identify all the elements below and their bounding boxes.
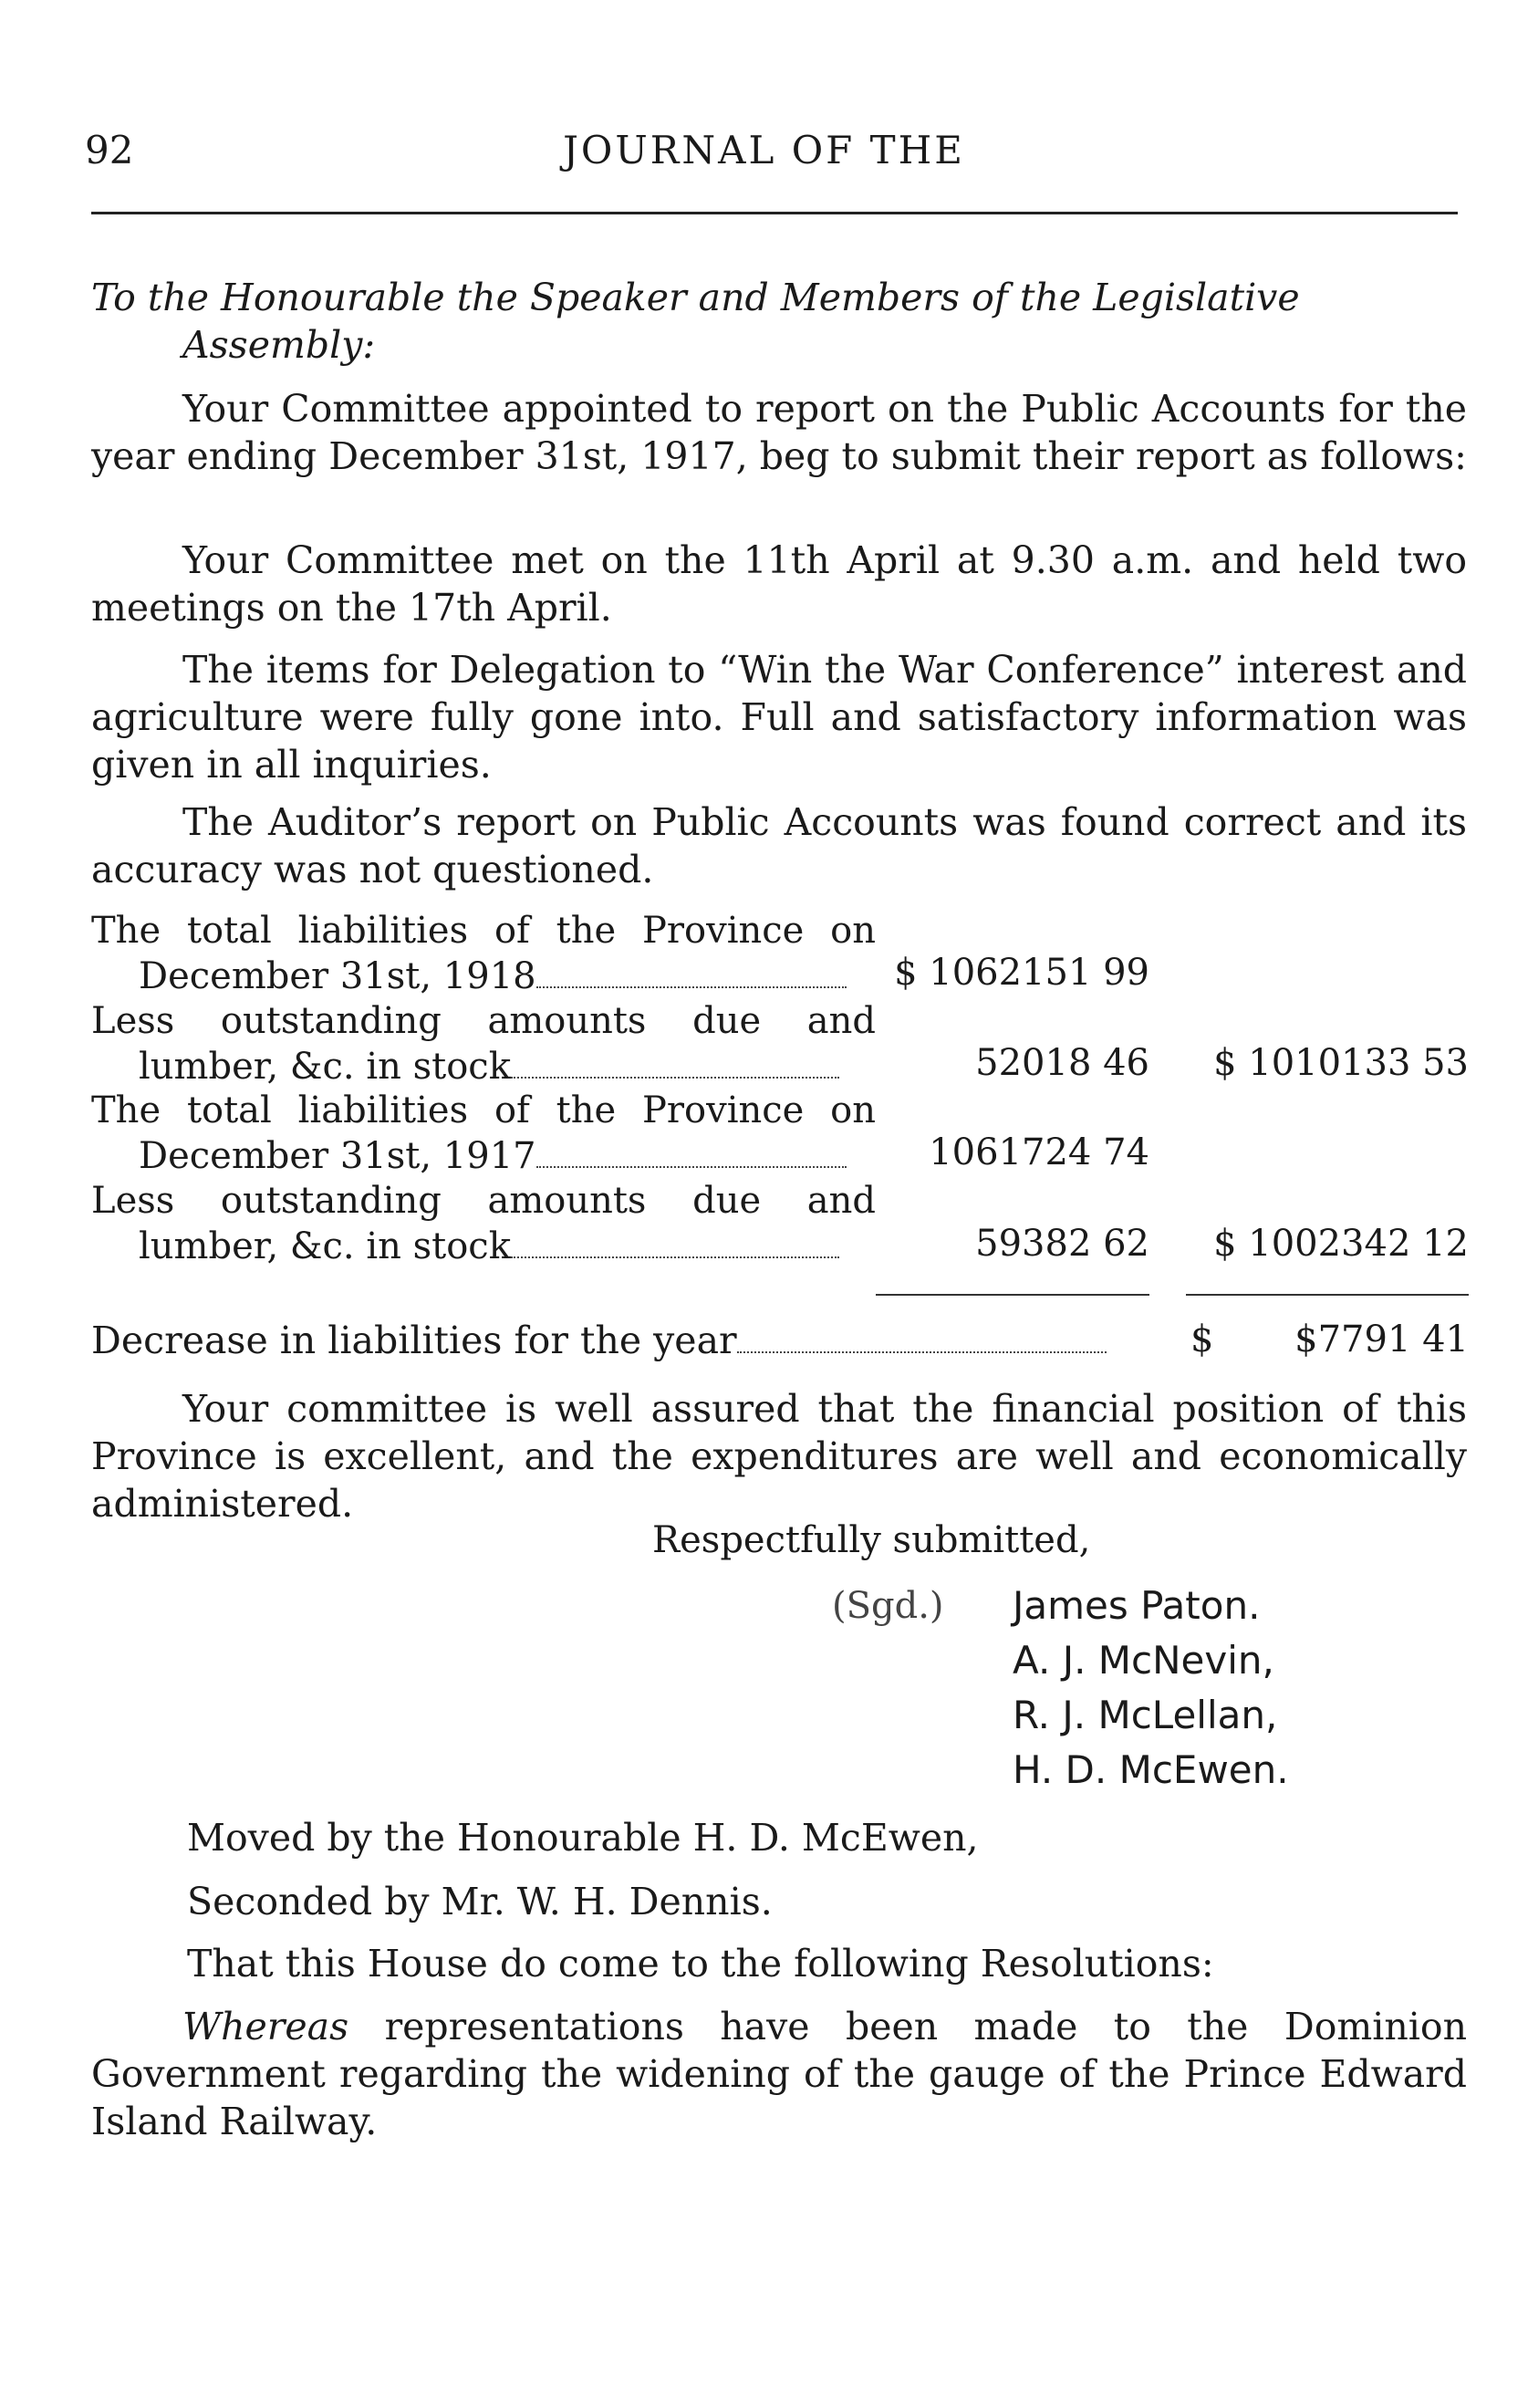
total-1917: $ 1002342 12 [1213,1223,1469,1265]
account-label-line: The total liabilities of the Province on [91,910,876,952]
running-title: JOURNAL OF THE [563,128,965,172]
header-rule [91,212,1458,214]
page-number: 92 [85,128,134,172]
address-line-1: To the Honourable the Speaker and Members of the Legislative [91,276,1300,319]
account-stock-label: lumber, &c. in stock [139,1225,511,1267]
leader-dots [536,979,847,988]
leader-dots [511,1249,839,1258]
amount-outstanding-1918: 52018 46 [975,1042,1149,1084]
signatory-4: H. D. McEwen. [1013,1747,1289,1792]
signatory-1: James Paton. [1013,1583,1261,1628]
paragraph-auditor: The Auditor’s report on Public Accounts was found correct and its accuracy was not questioned. [91,800,1467,891]
address-block [91,274,1467,369]
resolution-intro: That this House do come to the following Resolutions: [187,1942,1214,1986]
moved-by: Moved by the Honourable H. D. McEwen, [187,1816,979,1860]
account-label-line: The total liabilities of the Province on [91,1089,876,1131]
total-1918: $ 1010133 53 [1213,1042,1469,1084]
account-row-outstanding-1917 [91,1178,876,1269]
amount-1917: 1061724 74 [929,1131,1149,1173]
account-row-1918 [91,908,876,999]
account-stock-label: lumber, &c. in stock [139,1046,511,1088]
amount-1918: $ 1062151 99 [894,952,1149,994]
paragraph-assurance: Your committee is well assured that the financial position of this Province is excellent, and the expenditures are well and economically administered. [91,1387,1467,1526]
sum-rule-col1 [876,1294,1149,1296]
sum-rule-col2 [1186,1294,1469,1296]
decrease-currency: $ [1190,1319,1214,1360]
signatory-2: A. J. McNevin, [1013,1638,1274,1683]
decrease-amount: $7791 41 [1294,1319,1469,1360]
seconded-by: Seconded by Mr. W. H. Dennis. [187,1880,773,1923]
whereas-word: Whereas [182,2005,349,2048]
account-date-label: December 31st, 1918 [139,955,536,997]
address-line-2: Assembly: [182,323,376,367]
decrease-row [91,1319,1107,1362]
leader-dots [737,1344,1107,1353]
whereas-text: representations have been made to the Dominion Government regarding the widening of the gauge of the Prince Edward Island Railway. [91,2005,1467,2143]
decrease-label: Decrease in liabilities for the year [91,1319,737,1362]
account-date-label: December 31st, 1917 [139,1135,536,1177]
paragraph-meetings: Your Committee met on the 11th April at 9.30 a.m. and held two meetings on the 17th April. [91,538,1467,630]
paragraph-intro: Your Committee appointed to report on the Public Accounts for the year ending December 31st, 1917, beg to submit their report as follows: [91,387,1467,478]
account-label-line: Less outstanding amounts due and [91,1000,876,1042]
signed-mark: (Sgd.) [832,1585,944,1627]
account-row-outstanding-1918 [91,998,876,1089]
leader-dots [511,1069,839,1079]
account-label-line: Less outstanding amounts due and [91,1180,876,1222]
amount-outstanding-1917: 59382 62 [975,1223,1149,1265]
paragraph-delegation: The items for Delegation to “Win the War Conference” interest and agriculture were fully gone into. Full and satisfactory information was given in all inquiries. [91,648,1467,787]
respectfully-submitted: Respectfully submitted, [652,1519,1091,1561]
signatory-3: R. J. McLellan, [1013,1693,1278,1737]
paragraph-whereas [91,2003,1467,2145]
leader-dots [536,1159,847,1168]
account-row-1917 [91,1088,876,1179]
